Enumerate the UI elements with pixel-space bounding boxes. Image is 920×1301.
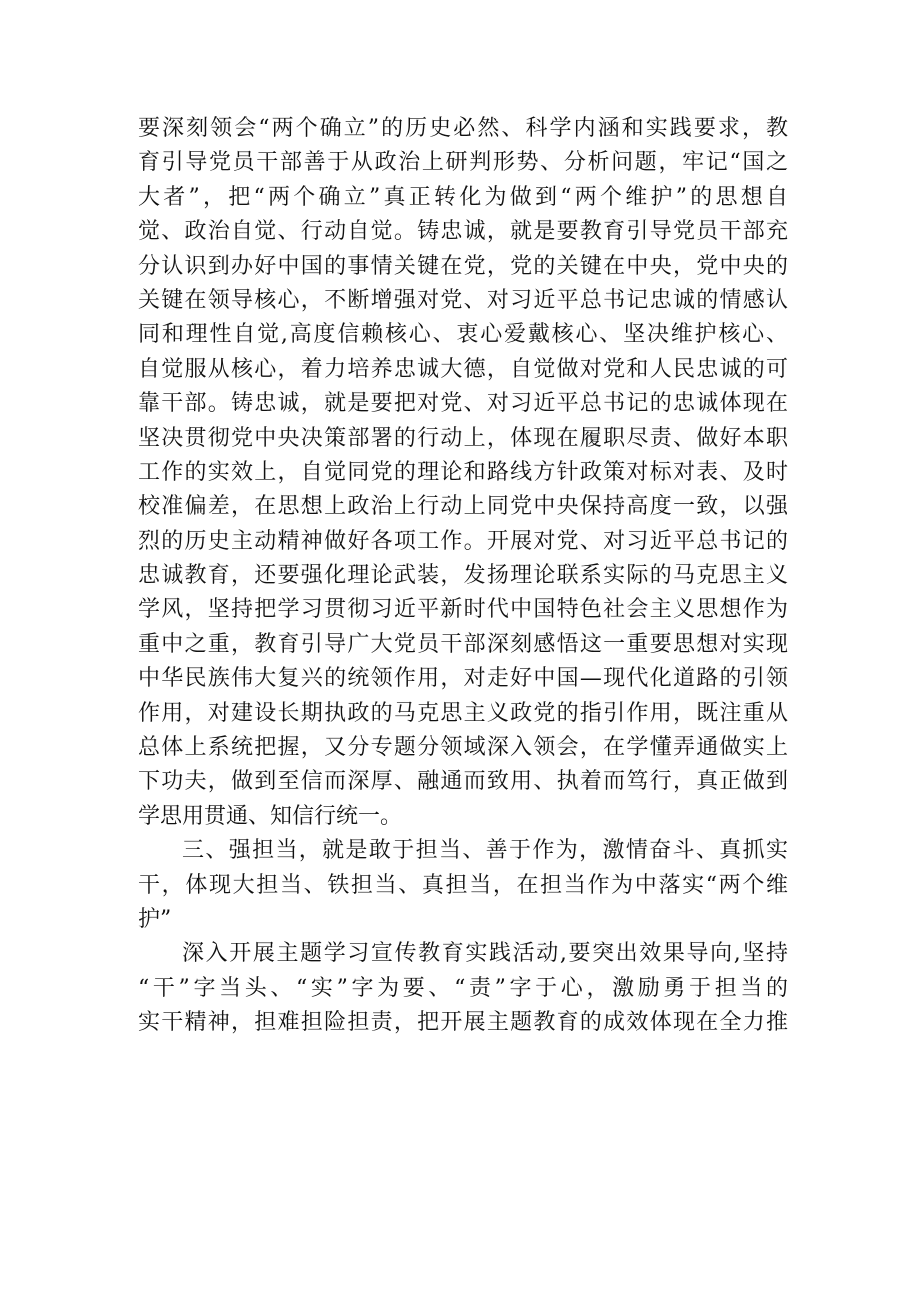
text-line: 自觉服从核心，着力培养忠诚大德，自觉做对党和人民忠诚的可 [138,356,788,382]
text-line: 学思用贯通、知信行统一。 [138,803,403,829]
text-line: 坚决贯彻党中央决策部署的行动上，体现在履职尽责、做好本职 [138,425,788,451]
text-line: 分认识到办好中国的事情关键在党，党的关键在中央，党中央的 [138,253,788,279]
text-line: 同和理性自觉,高度信赖核心、衷心爱戴核心、坚决维护核心、 [138,322,788,348]
text-line: 觉、政治自觉、行动自觉。铸忠诚，就是要教育引导党员干部充 [138,219,788,245]
text-line: 深入开展主题学习宣传教育实践活动,要突出效果导向,坚持 [182,941,788,967]
text-line: 要深刻领会“两个确立”的历史必然、科学内涵和实践要求，教 [138,116,788,141]
text-line: 学风，坚持把学习贯彻习近平新时代中国特色社会主义思想作为 [138,597,788,623]
section-heading-line: 干，体现大担当、铁担当、真担当，在担当作为中落实“两个维 [138,872,788,898]
text-line: 靠干部。铸忠诚，就是要把对党、对习近平总书记的忠诚体现在 [138,391,788,417]
text-line: 下功夫，做到至信而深厚、融通而致用、执着而笃行，真正做到 [138,769,788,795]
text-line: 重中之重，教育引导广大党员干部深刻感悟这一重要思想对实现 [138,631,788,657]
text-line: 关键在领导核心，不断增强对党、对习近平总书记忠诚的情感认 [138,287,788,313]
text-line: 育引导党员干部善于从政治上研判形势、分析问题，牢记“国之 [138,150,788,176]
text-line: 中华民族伟大复兴的统领作用，对走好中国—现代化道路的引领 [138,666,788,692]
text-line: 忠诚教育，还要强化理论武装，发扬理论联系实际的马克思主义 [138,563,788,589]
text-line: “干”字当头、“实”字为要、“责”字于心，激励勇于担当的 [138,975,788,1001]
text-line: 实干精神，担难担险担责，把开展主题教育的成效体现在全力推 [138,1010,788,1036]
text-line: 烈的历史主动精神做好各项工作。开展对党、对习近平总书记的 [138,528,788,554]
text-line: 总体上系统把握，又分专题分领域深入领会，在学懂弄通做实上 [138,735,788,761]
text-line: 大者”，把“两个确立”真正转化为做到“两个维护”的思想自 [138,184,788,210]
text-line: 工作的实效上，自觉同党的理论和路线方针政策对标对表、及时 [138,459,788,485]
section-heading-line: 三、强担当，就是敢于担当、善于作为，激情奋斗、真抓实 [182,838,788,864]
text-line: 校准偏差，在思想上政治上行动上同党中央保持高度一致，以强 [138,494,788,520]
section-heading-line: 护” [138,906,172,932]
body-text [138,112,788,1041]
text-line: 作用，对建设长期执政的马克思主义政党的指引作用，既注重从 [138,700,788,726]
